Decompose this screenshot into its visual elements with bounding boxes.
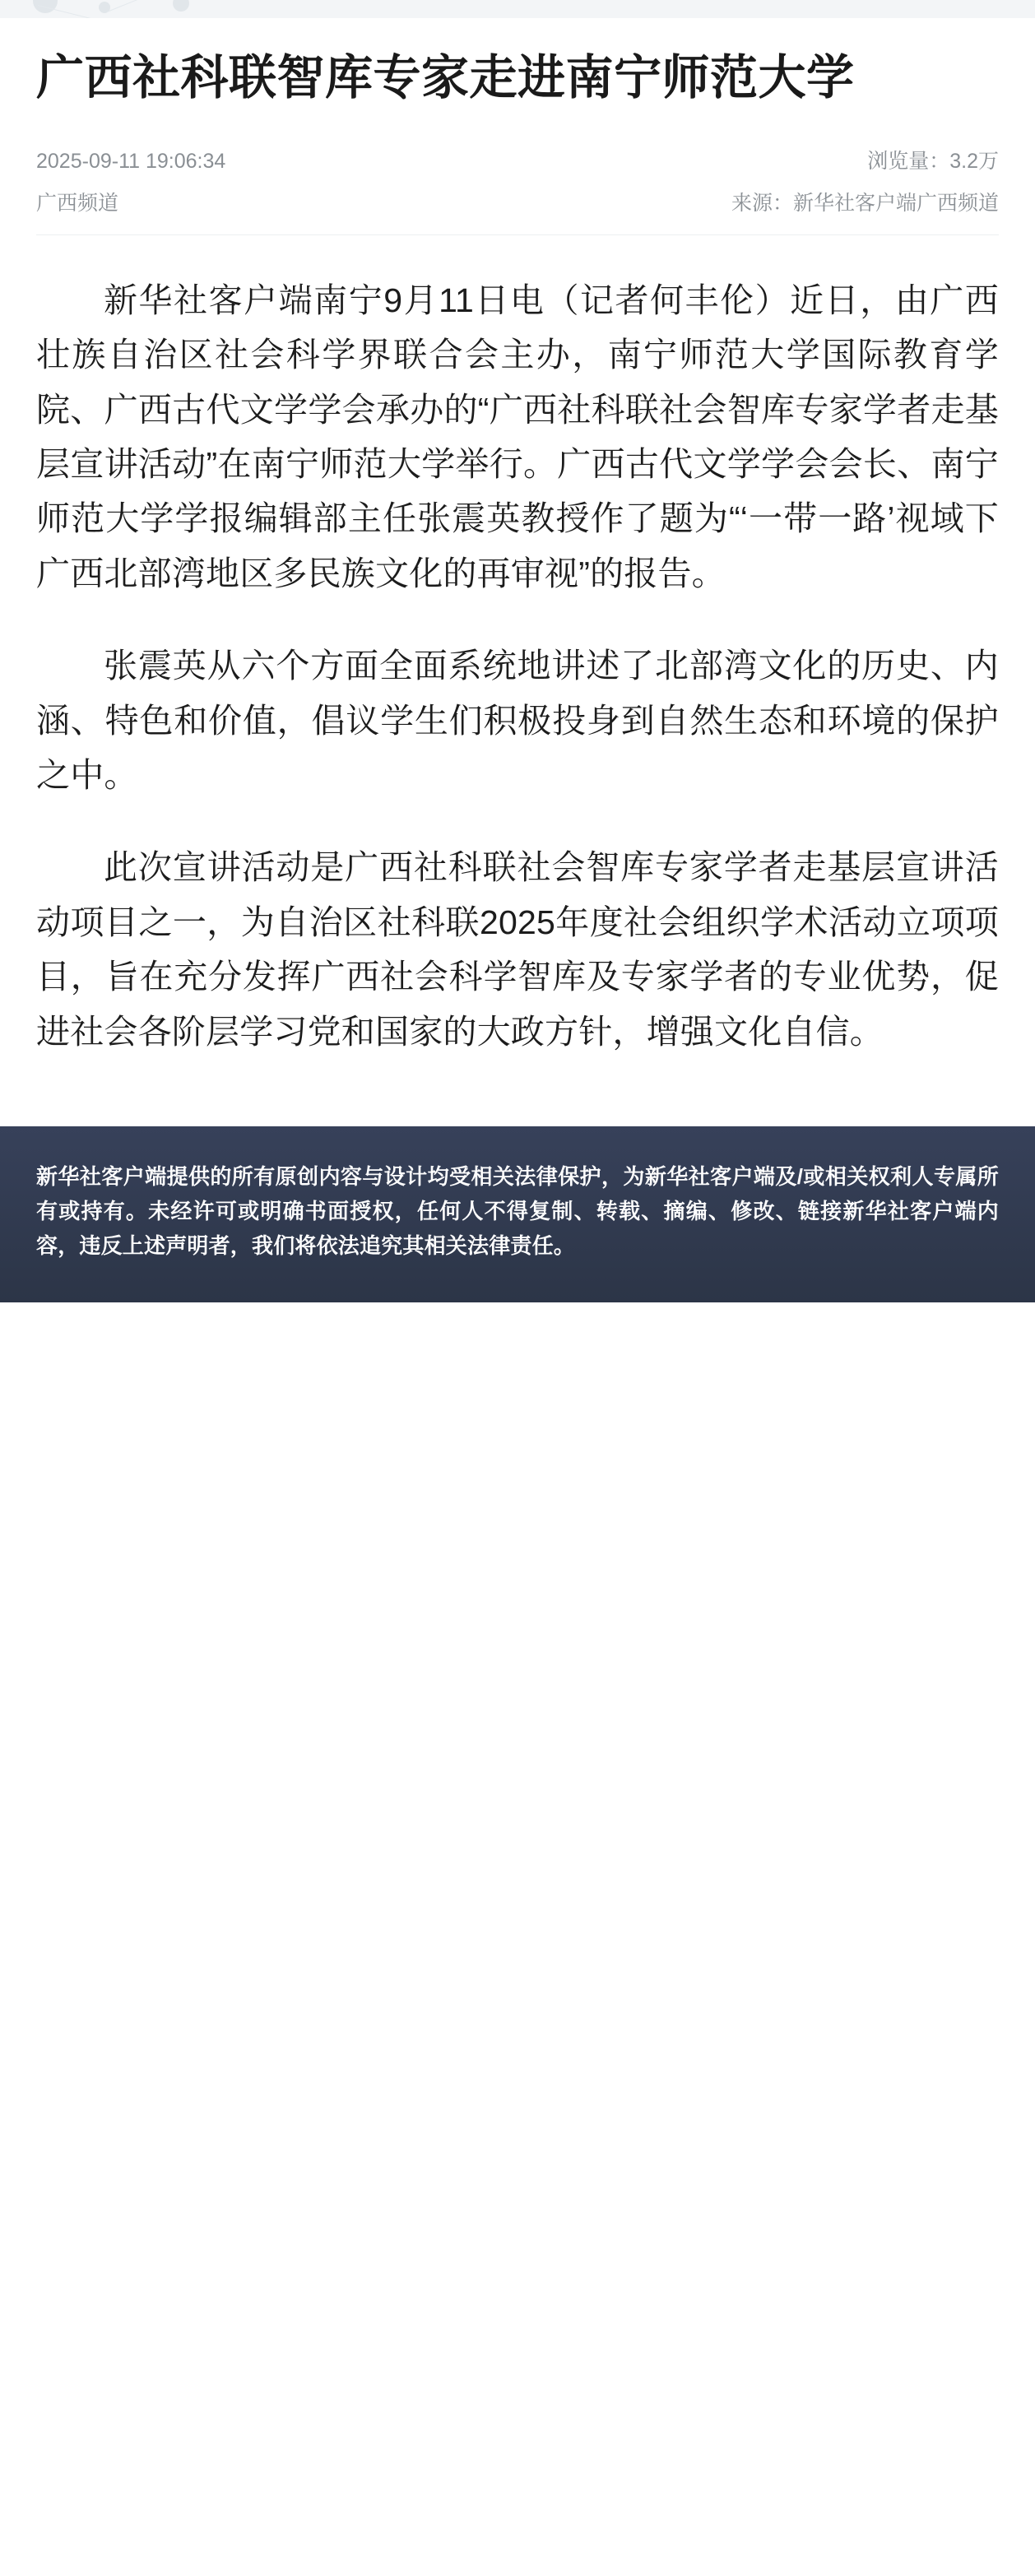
page-title: 广西社科联智库专家走进南宁师范大学 xyxy=(36,51,855,104)
article-meta-row-2 xyxy=(36,188,999,235)
article-paragraph: 此次宣讲活动是广西社科联社会智库专家学者走基层宣讲活动项目之一，为自治区社科联2025年度社会组织学术活动立项项目，旨在充分发挥广西社会科学智库及专家学者的专业优势，促进社会各阶层学习党和国家的大政方针，增强文化自信。 xyxy=(36,848,999,1051)
views-label: 浏览量： xyxy=(867,149,950,173)
views-block xyxy=(867,146,999,178)
article-meta-row-1 xyxy=(36,146,999,178)
article-paragraph: 张震英从六个方面全面系统地讲述了北部湾文化的历史、内涵、特色和价值，倡议学生们积极投身到自然生态和环境的保护之中。 xyxy=(36,647,999,794)
publish-time: 2025-09-11 19:06:34 xyxy=(36,149,226,173)
channel-label[interactable]: 广西频道 xyxy=(36,192,119,216)
views-count: 3.2万 xyxy=(949,149,999,173)
source-block xyxy=(731,188,999,220)
article-body xyxy=(36,273,999,1059)
article-content-wrapper xyxy=(0,46,1035,1059)
decorative-dot xyxy=(173,0,189,12)
copyright-text: 新华社客户端提供的所有原创内容与设计均受相关法律保护，为新华社客户端及/或相关权利人专属所有或持有。未经许可或明确书面授权，任何人不得复制、转载、摘编、修改、链接新华社客户端内容，违反上述声明者，我们将依法追究其相关法律责任。 xyxy=(36,1164,999,1259)
source-label: 来源： xyxy=(731,192,793,216)
copyright-footer xyxy=(0,1126,1035,1302)
decorative-top-banner xyxy=(0,0,1035,18)
spacer xyxy=(0,1097,1035,1118)
source-name: 新华社客户端广西频道 xyxy=(792,192,999,216)
article-paragraph: 新华社客户端南宁9月11日电（记者何丰伦）近日，由广西壮族自治区社会科学界联合会主办，南宁师范大学国际教育学院、广西古代文学学会承办的“广西社科联社会智库专家学者走基层宣讲活动”在南宁师范大学举行。广西古代文学学会会长、南宁师范大学学报编辑部主任张震英教授作了题为“‘一带一路’视域下广西北部湾地区多民族文化的再审视”的报告。 xyxy=(36,281,999,592)
